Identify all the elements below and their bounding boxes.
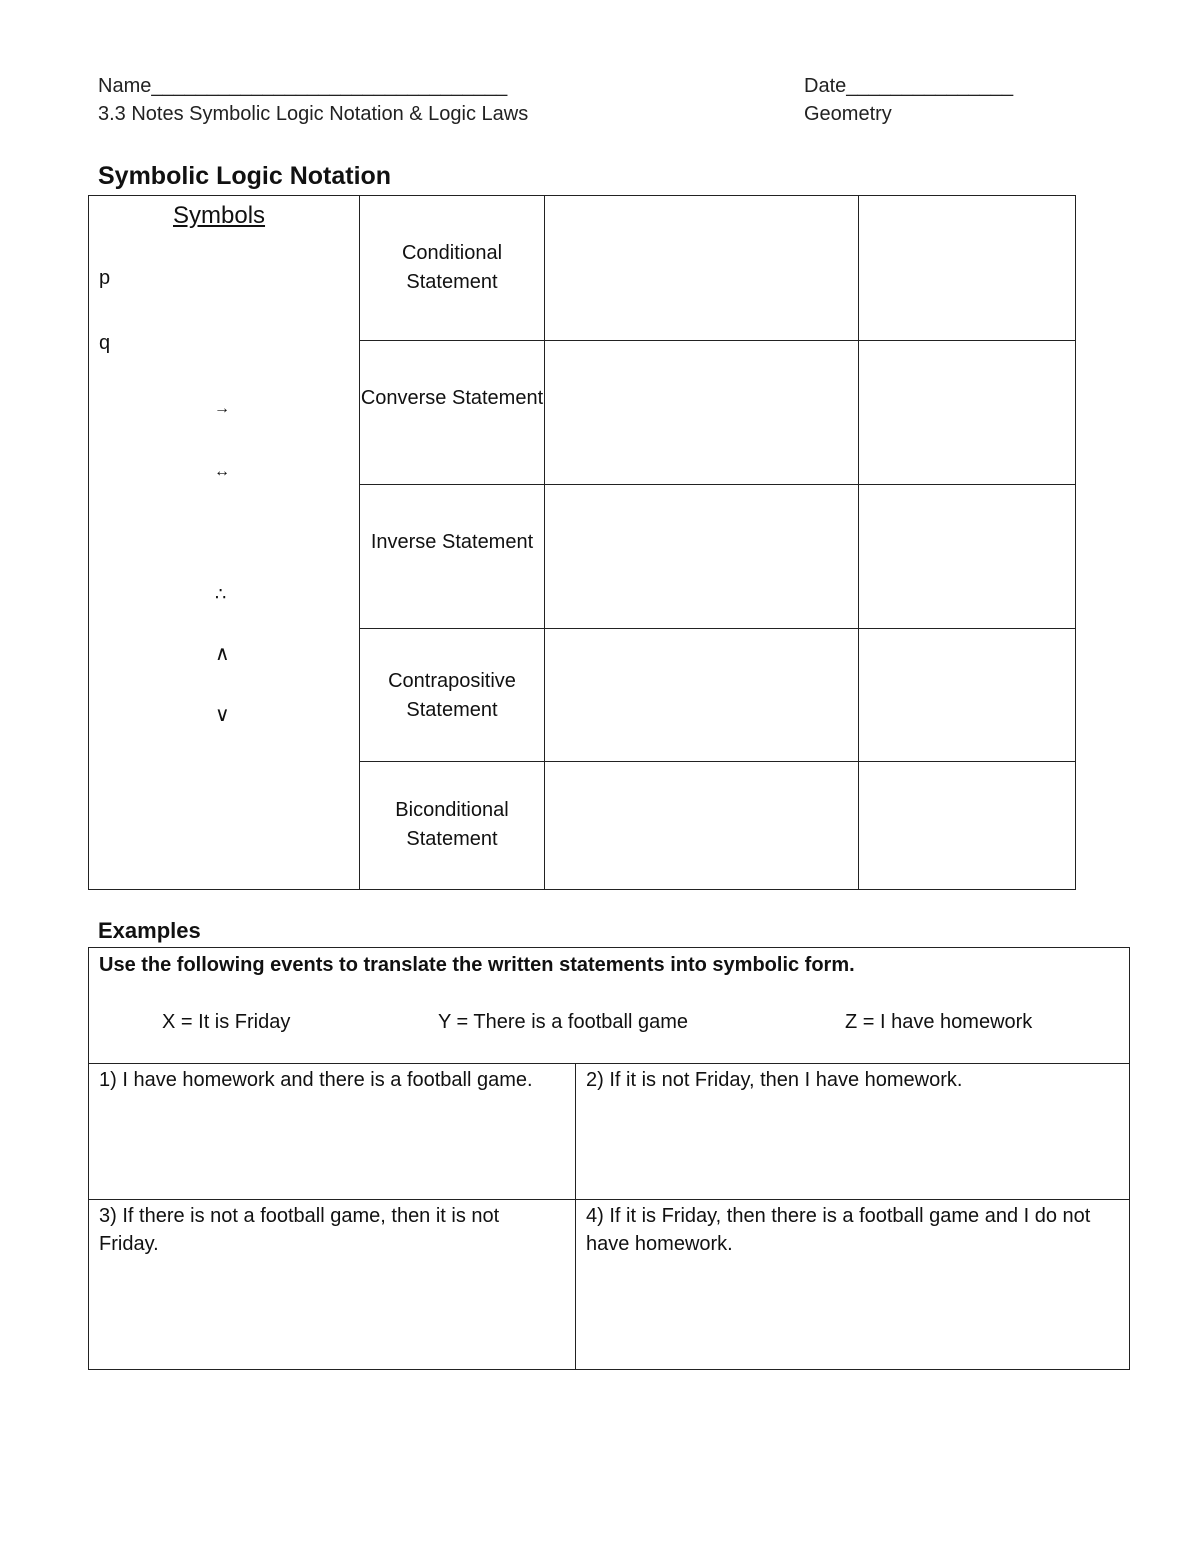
examples-row-divider <box>88 1199 1130 1200</box>
example-item-3: 3) If there is not a football game, then it is not Friday. <box>99 1205 500 1255</box>
examples-row-divider <box>88 1063 1130 1064</box>
examples-border-top <box>88 947 1130 948</box>
examples-border-right <box>1129 947 1130 1370</box>
event-x: X = It is Friday <box>162 1011 291 1033</box>
page-subtitle: 3.3 Notes Symbolic Logic Notation & Logic Laws <box>98 103 529 125</box>
table-col-divider <box>858 195 859 890</box>
examples-border-bottom <box>88 1369 1130 1370</box>
course-name: Geometry <box>804 103 892 125</box>
table-border-right <box>1075 195 1076 890</box>
table-col-divider <box>544 195 545 890</box>
row-label-converse: Converse Statement <box>360 387 544 409</box>
symbols-heading: Symbols <box>173 202 266 229</box>
date-label: Date <box>804 75 847 97</box>
symbol-iff: ↔ <box>214 463 230 480</box>
example-item-1: 1) I have homework and there is a football game. <box>99 1069 533 1091</box>
name-label: Name <box>98 75 152 97</box>
row-label-conditional: Conditional Statement <box>401 242 503 293</box>
table-row-divider <box>359 340 1076 341</box>
example-item-4: 4) If it is Friday, then there is a football game and I do not have homework. <box>586 1205 1091 1255</box>
row-label-inverse: Inverse Statement <box>370 531 534 553</box>
symbol-q: q <box>99 332 111 354</box>
row-label-biconditional: Biconditional Statement <box>395 799 509 850</box>
table-row-divider <box>359 761 1076 762</box>
name-blank: ________________________________ <box>151 75 508 97</box>
symbol-p: p <box>99 267 111 289</box>
table-border-left <box>88 195 89 890</box>
symbol-therefore: ∴ <box>215 584 227 604</box>
notation-title: Symbolic Logic Notation <box>98 162 392 190</box>
event-y: Y = There is a football game <box>438 1011 688 1033</box>
date-blank: _______________ <box>846 75 1014 97</box>
symbol-and: ∧ <box>215 643 230 665</box>
row-label-contrapositive: Contrapositive Statement <box>388 670 516 721</box>
table-row-divider <box>359 628 1076 629</box>
name-field[interactable] <box>98 74 507 98</box>
examples-title: Examples <box>98 918 201 943</box>
examples-instructions: Use the following events to translate the written statements into symbolic form. <box>99 954 855 976</box>
symbol-implies: → <box>214 400 230 417</box>
table-row-divider <box>359 484 1076 485</box>
examples-col-divider <box>575 1063 576 1370</box>
event-z: Z = I have homework <box>845 1011 1033 1033</box>
examples-border-left <box>88 947 89 1370</box>
symbol-or: ∨ <box>215 704 230 726</box>
example-item-2: 2) If it is not Friday, then I have homework. <box>586 1069 963 1091</box>
table-border-bottom <box>88 889 1076 890</box>
table-border-top <box>88 195 1076 196</box>
date-field[interactable] <box>804 74 1013 98</box>
